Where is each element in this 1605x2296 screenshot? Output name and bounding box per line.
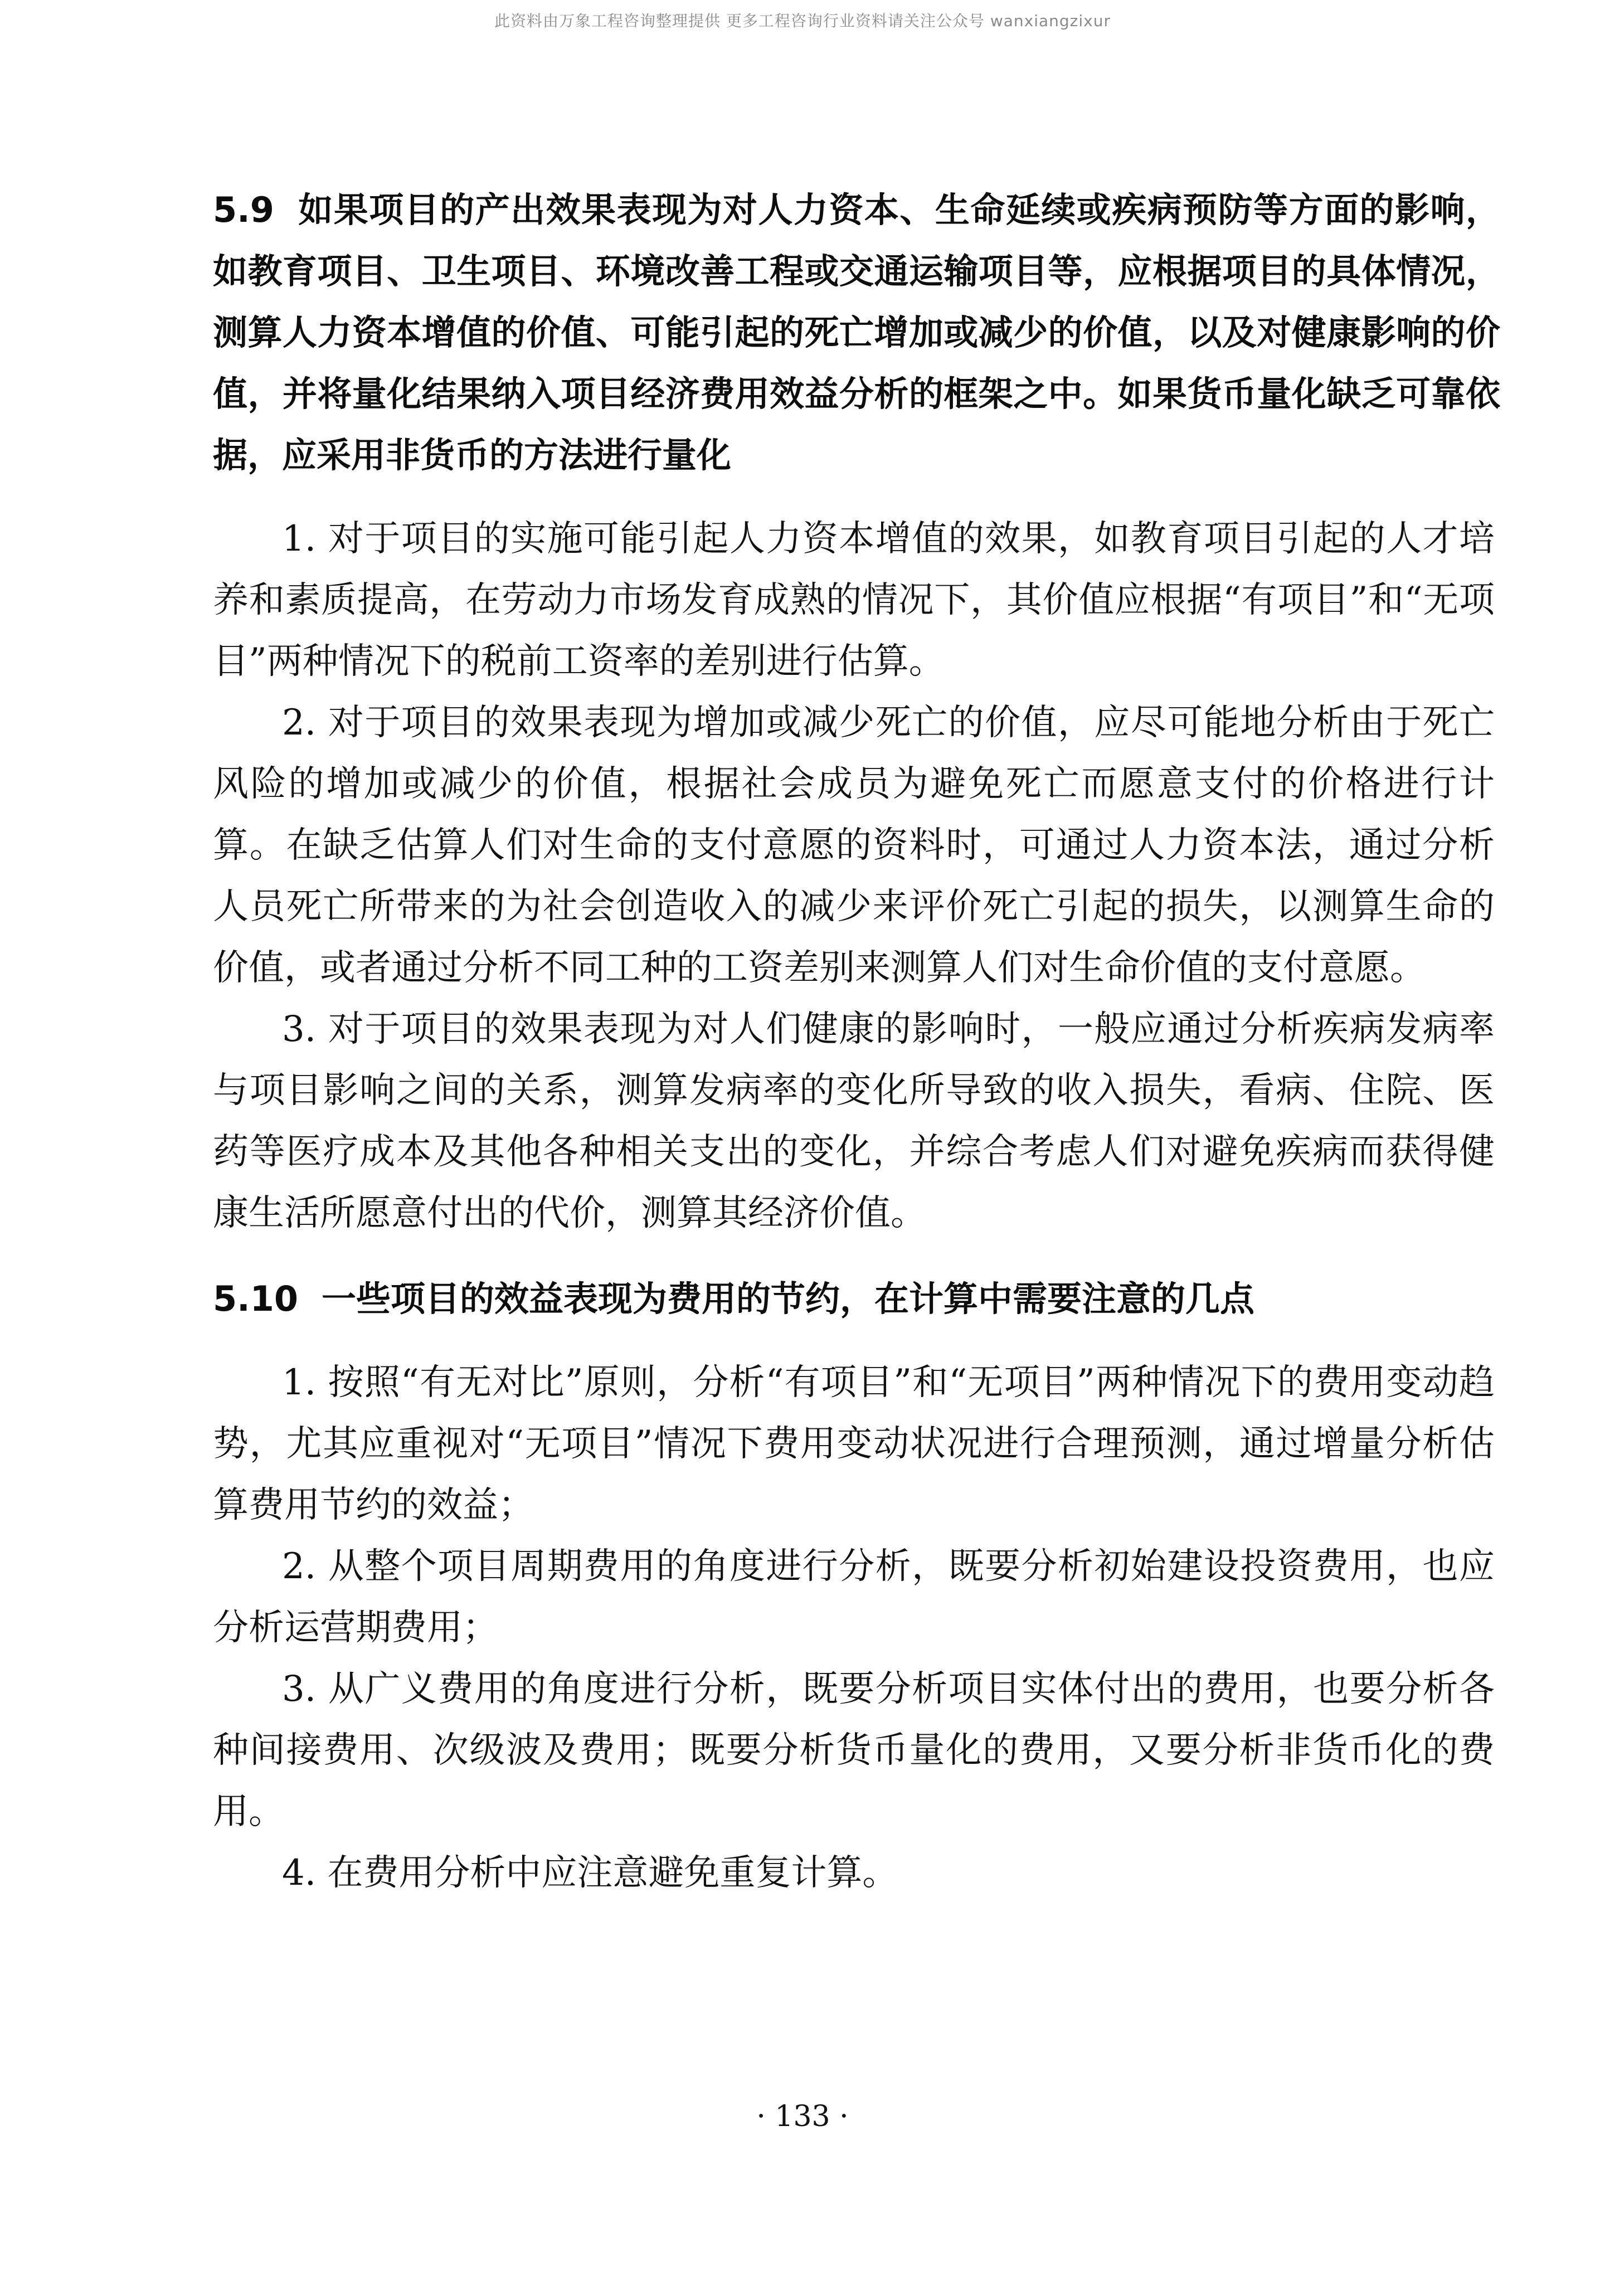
section-5-10-item-2: 2. 从整个项目周期费用的角度进行分析，既要分析初始建设投资费用，也应分析运营期费用； xyxy=(213,1546,1495,1648)
section-5-10-body xyxy=(213,1352,1495,1904)
page-number: · 133 · xyxy=(756,2100,849,2133)
section-5-10-item-4: 4. 在费用分析中应注意避免重复计算。 xyxy=(282,1852,898,1894)
section-5-9-item-2: 2. 对于项目的效果表现为增加或减少死亡的价值，应尽可能地分析由于死亡风险的增加或减少的价值，根据社会成员为避免死亡而愿意支付的价格进行计算。在缺乏估算人们对生命的支付意愿的资料时，可通过人力资本法，通过分析人员死亡所带来的为社会创造收入的减少来评价死亡引起的损失，以测算生命的价值，或者通过分析不同工种的工资差别来测算人们对生命价值的支付意愿。 xyxy=(213,702,1495,989)
section-5-9-number: 5.9 xyxy=(213,189,274,230)
section-5-10-title: 一些项目的效益表现为费用的节约，在计算中需要注意的几点 xyxy=(321,1278,1254,1319)
section-5-9-item-3: 3. 对于项目的效果表现为对人们健康的影响时，一般应通过分析疾病发病率与项目影响之间的关系，测算发病率的变化所导致的收入损失，看病、住院、医药等医疗成本及其他各种相关支出的变化，并综合考虑人们对避免疾病而获得健康生活所愿意付出的代价，测算其经济价值。 xyxy=(213,1009,1495,1234)
section-5-9-title: 如果项目的产出效果表现为对人力资本、生命延续或疾病预防等方面的影响，如教育项目、卫生项目、环境改善工程或交通运输项目等，应根据项目的具体情况，测算人力资本增值的价值、可能引起的死亡增加或减少的价值，以及对健康影响的价值，并将量化结果纳入项目经济费用效益分析的框架之中。如果货币量化缺乏可靠依据，应采用非货币的方法进行量化 xyxy=(213,189,1500,475)
section-5-10-item-3: 3. 从广义费用的角度进行分析，既要分析项目实体付出的费用，也要分析各种间接费用、次级波及费用；既要分析货币量化的费用，又要分析非货币化的费用。 xyxy=(213,1669,1495,1832)
document-page xyxy=(213,179,1500,1904)
section-5-10-item-1: 1. 按照“有无对比”原则，分析“有项目”和“无项目”两种情况下的费用变动趋势，尤其应重视对“无项目”情况下费用变动状况进行合理预测，通过增量分析估算费用节约的效益； xyxy=(213,1362,1495,1526)
section-5-10-number: 5.10 xyxy=(213,1278,298,1319)
section-5-9-heading xyxy=(213,179,1500,486)
section-5-9-item-1: 1. 对于项目的实施可能引起人力资本增值的效果，如教育项目引起的人才培养和素质提高，在劳动力市场发育成熟的情况下，其价值应根据“有项目”和“无项目”两种情况下的税前工资率的差别进行估算。 xyxy=(213,518,1495,682)
section-5-9-body xyxy=(213,508,1495,1244)
header-source-note: 此资料由万象工程咨询整理提供 更多工程咨询行业资料请关注公众号 wanxiangzixur xyxy=(494,12,1111,30)
section-5-10-heading xyxy=(213,1268,1495,1330)
